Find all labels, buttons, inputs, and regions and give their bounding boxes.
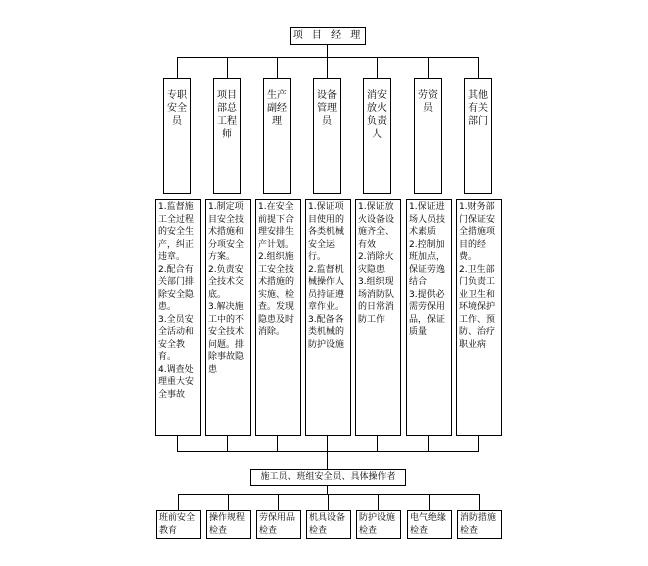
check-drop-line [479,494,480,510]
duty-line: 2.监督机械操作人员持证遵章作业。 [308,264,345,312]
role-node-safety-officer [163,78,191,194]
duty-line: 4.调查处理重大安全事故 [158,364,195,400]
duty-line: 3.配备各类机械的防护设施 [308,314,345,350]
role-label: 消安放火负责人 [367,90,387,140]
check-drop-line [429,494,430,510]
role-drop-line [327,57,328,78]
duty-line: 2.控制加班加点，保证劳逸结合 [409,239,446,287]
duty-box-chief-engineer [205,199,251,436]
role-label: 其他有关部门 [468,90,488,127]
role-label: 生产副经理 [267,90,287,127]
check-node-fire-measures: 消防措施检查 [457,510,502,539]
role-node-labor [414,78,442,194]
duty-line: 1.财务部门保证安全措施项目的经费。 [459,202,496,262]
duty-line: 2.负责安全技术交底。 [208,264,245,300]
role-node-chief-engineer [213,78,241,194]
check-drop-line [328,494,329,510]
duty-line: 3.全员安全活动和安全教育。 [158,314,195,362]
duty-line: 3.解决施工中的不安全技术问题。排除事故隐患 [208,302,245,375]
check-node-equipment: 机具设备检查 [306,510,351,539]
duties-bus [177,451,479,452]
check-drop-line [228,494,229,510]
role-label: 设备管理员 [317,90,337,127]
duty-drop-line [428,436,429,451]
top-connector [327,45,328,57]
project-manager-node: 项 目 经 理 [290,27,366,45]
duty-box-other-departments [456,199,502,436]
duty-drop-line [277,436,278,451]
duty-drop-line [327,436,328,451]
role-node-production-manager [263,78,291,194]
duty-line: 3.提供必需劳保用品，保证质量 [409,289,446,337]
role-drop-line [428,57,429,78]
middle-down-connector [327,486,328,494]
duty-drop-line [377,436,378,451]
duty-drop-line [177,436,178,451]
check-node-electrical-insulation: 电气绝缘检查 [407,510,452,539]
duty-line: 1.在安全前提下合理安排生产计划。 [258,202,295,250]
duty-line: 1.制定项目安全技术措施和分项安全方案。 [208,202,245,262]
duty-line: 2.卫生部门负责工业卫生和环境保护工作、预防、治疗职业病 [459,264,496,350]
role-label: 项目部总工程师 [217,90,237,140]
duty-line: 2.组织施工安全技术措施的实施、检查。发现隐患及时消除。 [258,252,295,337]
duty-line: 2.消除火灾隐患 [358,252,394,275]
duty-line: 1.监督施工全过程的安全生产，纠正违章。 [158,202,195,262]
check-node-pre-shift-education: 班前安全教育 [156,510,201,539]
duty-line: 3.组织现场消防队的日常消防工作 [358,277,395,325]
duty-line: 1.保证放火设备设施齐全、有效 [358,202,395,250]
role-label: 劳资员 [418,90,438,114]
role-node-other-departments [464,78,492,194]
duty-line: 1.保证项目使用的各类机械安全运行。 [308,202,345,262]
middle-connector [327,451,328,469]
duty-box-production-manager [255,199,301,436]
role-node-fire-safety [363,78,391,194]
role-label: 专职安全员 [167,90,187,127]
check-drop-line [178,494,179,510]
check-node-protection-facilities: 防护设施检查 [356,510,401,539]
workers-node: 施工员、班组安全员、具体操作者 [250,469,406,486]
role-drop-line [478,57,479,78]
duty-drop-line [478,436,479,451]
duty-drop-line [227,436,228,451]
role-drop-line [277,57,278,78]
check-drop-line [278,494,279,510]
role-drop-line [227,57,228,78]
check-drop-line [378,494,379,510]
duty-box-safety-officer [155,199,201,436]
check-node-protective-gear: 劳保用品检查 [256,510,301,539]
role-drop-line [377,57,378,78]
role-node-equipment-manager [313,78,341,194]
roles-bus [177,57,479,58]
checks-bus [178,494,480,495]
duty-line: 1.保证进场人员技术素质 [409,202,446,237]
duty-line: 2.配合有关部门排除安全隐患。 [158,264,195,312]
duty-box-labor [406,199,452,436]
duty-box-fire-safety [355,199,401,436]
duty-box-equipment-manager [305,199,351,436]
check-node-operating-rules: 操作规程检查 [206,510,251,539]
role-drop-line [177,57,178,78]
